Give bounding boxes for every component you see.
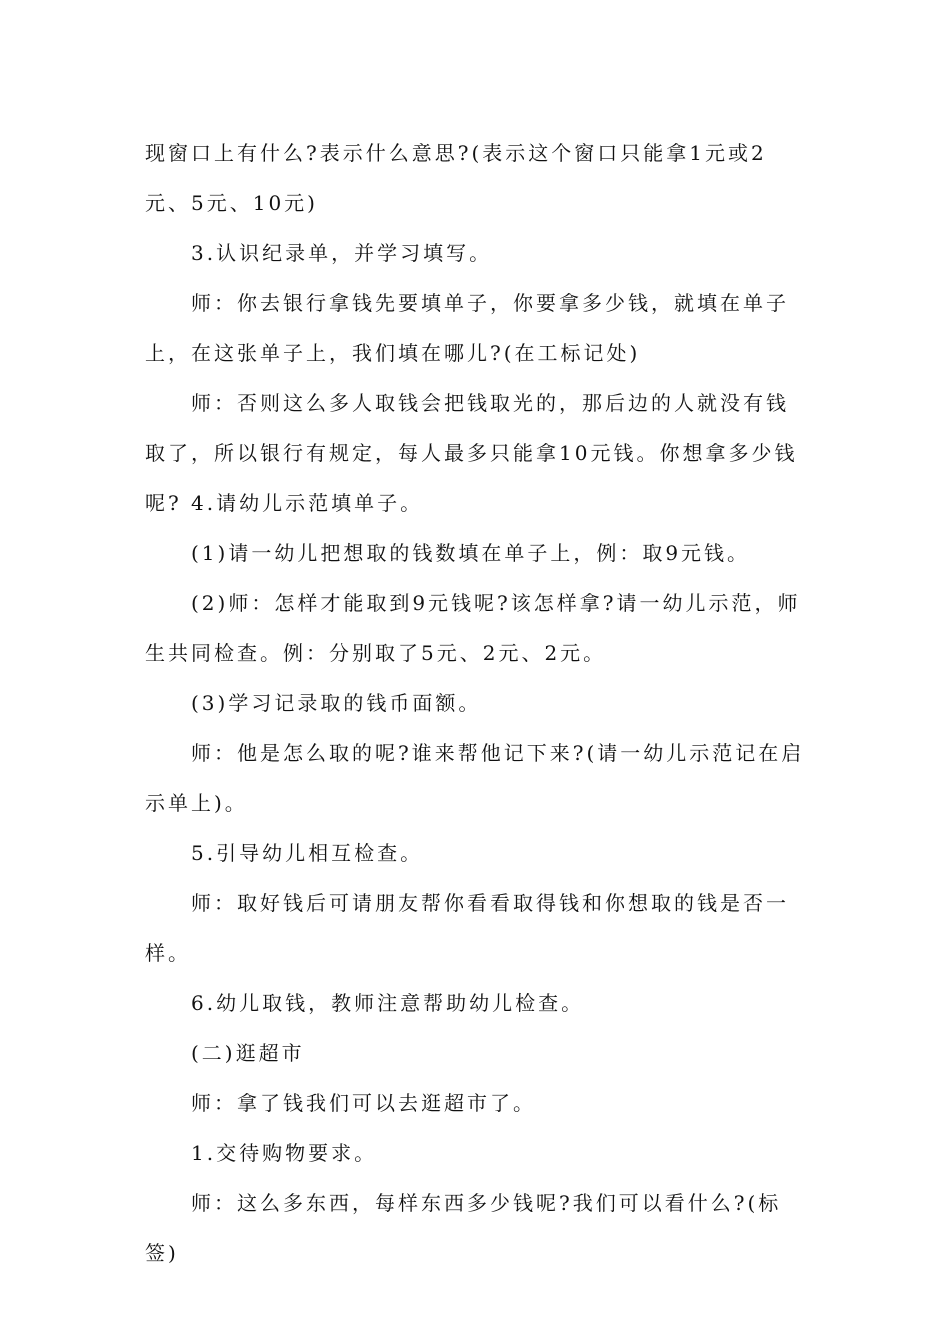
paragraph-3: 师：你去银行拿钱先要填单子，你要拿多少钱，就填在单子上，在这张单子上，我们填在哪儿?(在工标记处) (145, 291, 789, 365)
paragraph-8: (3)学习记录取的钱币面额。 (191, 691, 482, 715)
paragraph-16: 师：这么多东西，每样东西多少钱呢?我们可以看什么?(标签) (145, 1191, 782, 1265)
paragraph-5: 4.请幼儿示范填单子。 (191, 491, 424, 515)
paragraph-13: (二)逛超市 (191, 1041, 305, 1065)
paragraph-11: 师：取好钱后可请朋友帮你看看取得钱和你想取的钱是否一样。 (145, 891, 789, 965)
paragraph-4: 师：否则这么多人取钱会把钱取光的，那后边的人就没有钱取了，所以银行有规定，每人最多只能拿10元钱。你想拿多少钱呢? (145, 391, 798, 515)
paragraph-7: (2)师：怎样才能取到9元钱呢?该怎样拿?请一幼儿示范，师生共同检查。例：分别取了5元、2元、2元。 (145, 591, 801, 665)
paragraph-9: 师：他是怎么取的呢?谁来帮他记下来?(请一幼儿示范记在启示单上)。 (145, 741, 805, 815)
paragraph-12: 6.幼儿取钱，教师注意帮助幼儿检查。 (191, 991, 585, 1015)
paragraph-10: 5.引导幼儿相互检查。 (191, 841, 424, 865)
paragraph-14: 师：拿了钱我们可以去逛超市了。 (191, 1091, 536, 1115)
paragraph-15: 1.交待购物要求。 (191, 1141, 378, 1165)
paragraph-1: 现窗口上有什么?表示什么意思?(表示这个窗口只能拿1元或2元、5元、10元) (145, 141, 767, 215)
paragraph-6: (1)请一幼儿把想取的钱数填在单子上，例：取9元钱。 (191, 541, 751, 565)
paragraph-2: 3.认识纪录单，并学习填写。 (191, 241, 493, 265)
